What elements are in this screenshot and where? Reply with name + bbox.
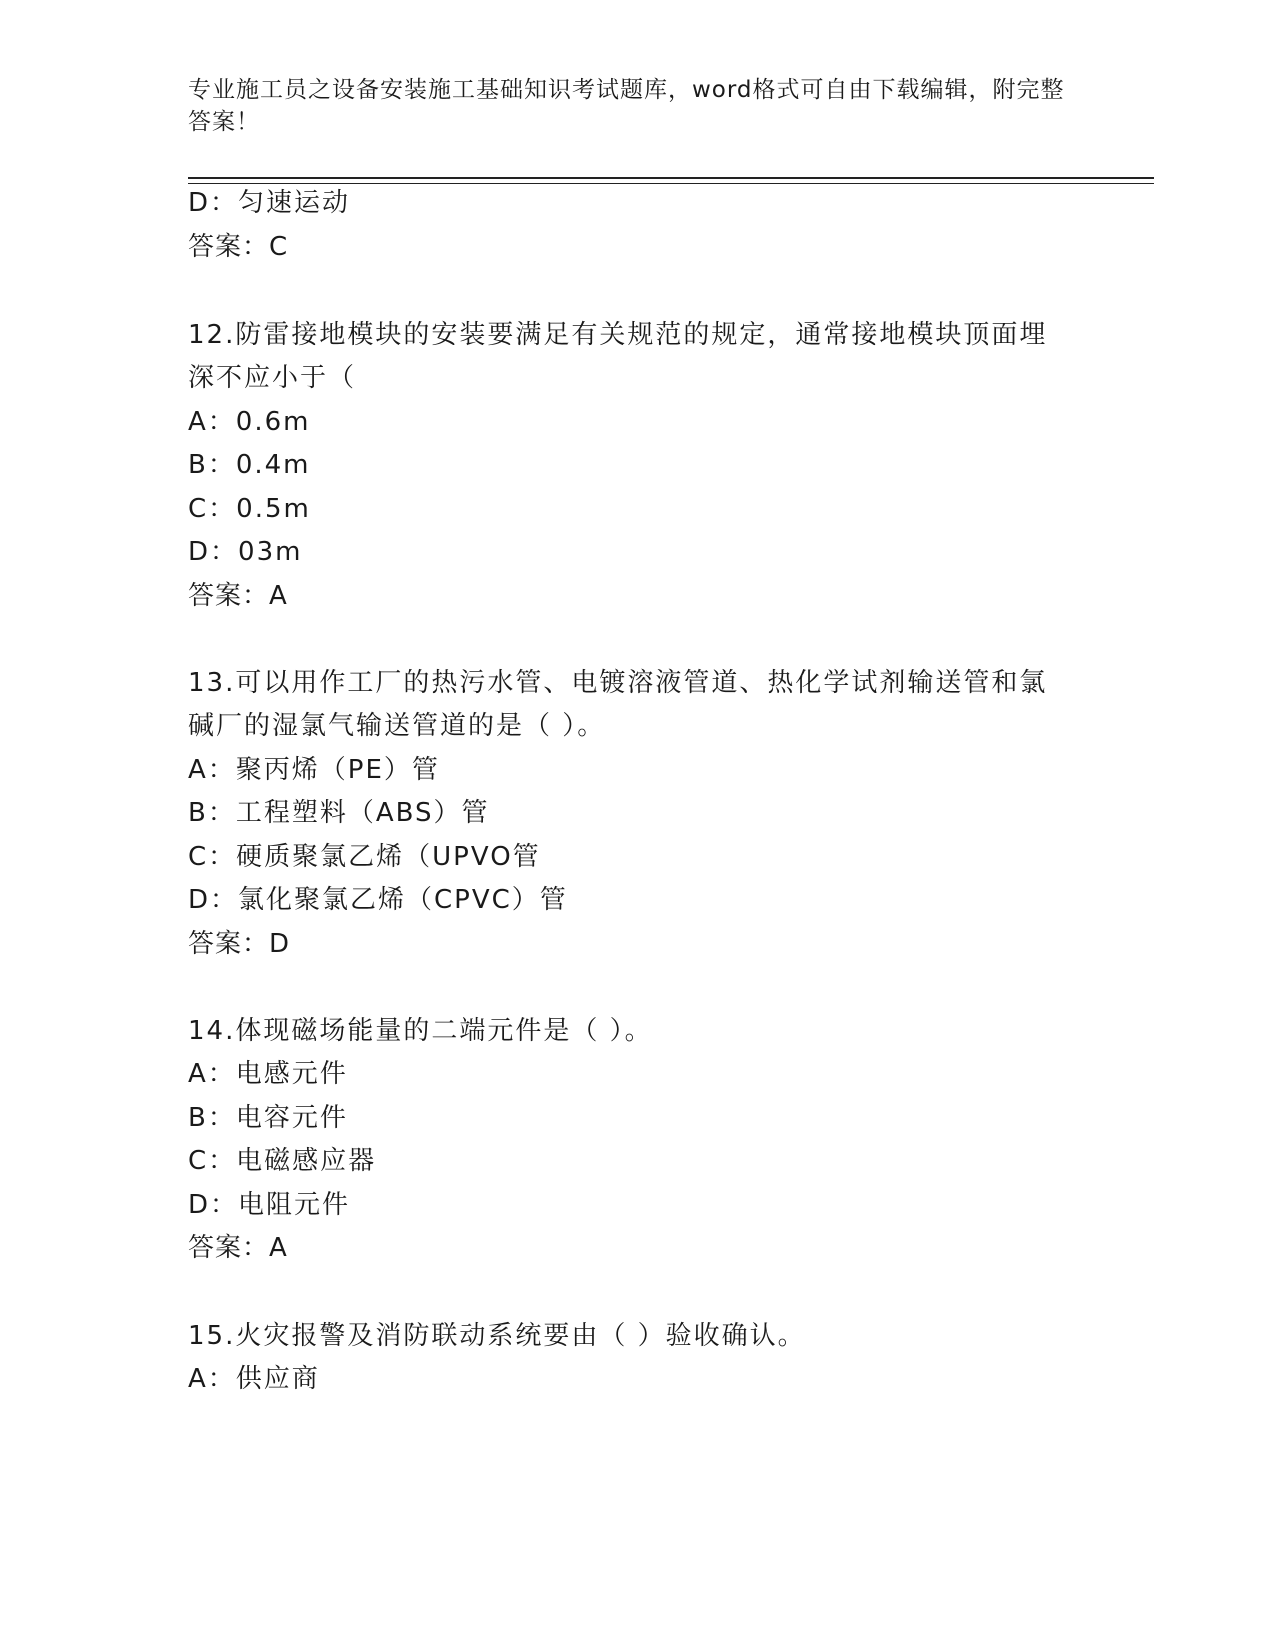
question-15: 15.火灾报警及消防联动系统要由（ ）验收确认。 [188, 1321, 806, 1351]
option-a-q13: A：聚丙烯（PE）管 [188, 755, 440, 785]
option-c-q13: C：硬质聚氯乙烯（UPVO管 [188, 842, 541, 872]
option-b-q13: B：工程塑料（ABS）管 [188, 798, 490, 828]
option-b-q14: B：电容元件 [188, 1103, 348, 1133]
answer-q13: 答案：D [188, 929, 291, 959]
option-d-q11: D：匀速运动 [188, 188, 351, 218]
document-header: 专业施工员之设备安装施工基础知识考试题库，word格式可自由下载编辑，附完整答案！ [188, 77, 1065, 135]
option-d-q13: D：氯化聚氯乙烯（CPVC）管 [188, 885, 568, 915]
answer-q11: 答案：C [188, 232, 289, 262]
header-divider-thin [188, 183, 1154, 184]
question-12-line-1: 12.防雷接地模块的安装要满足有关规范的规定，通常接地模块顶面埋 [188, 320, 1048, 350]
answer-q14: 答案：A [188, 1233, 288, 1263]
option-a-q14: A：电感元件 [188, 1059, 348, 1089]
question-14: 14.体现磁场能量的二端元件是（ ）。 [188, 1016, 653, 1046]
option-a-q15: A：供应商 [188, 1364, 320, 1394]
answer-q12: 答案：A [188, 581, 288, 611]
question-13-line-1: 13.可以用作工厂的热污水管、电镀溶液管道、热化学试剂输送管和氯 [188, 668, 1048, 698]
question-13-line-2: 碱厂的湿氯气输送管道的是（ ）。 [188, 711, 606, 741]
option-d-q12: D：03m [188, 537, 303, 567]
header-divider-thick [188, 177, 1154, 179]
question-12-line-2: 深不应小于（ [188, 363, 357, 393]
option-c-q12: C：0.5m [188, 494, 311, 524]
option-d-q14: D：电阻元件 [188, 1190, 351, 1220]
option-c-q14: C：电磁感应器 [188, 1146, 377, 1176]
option-a-q12: A：0.6m [188, 407, 311, 437]
option-b-q12: B：0.4m [188, 450, 311, 480]
